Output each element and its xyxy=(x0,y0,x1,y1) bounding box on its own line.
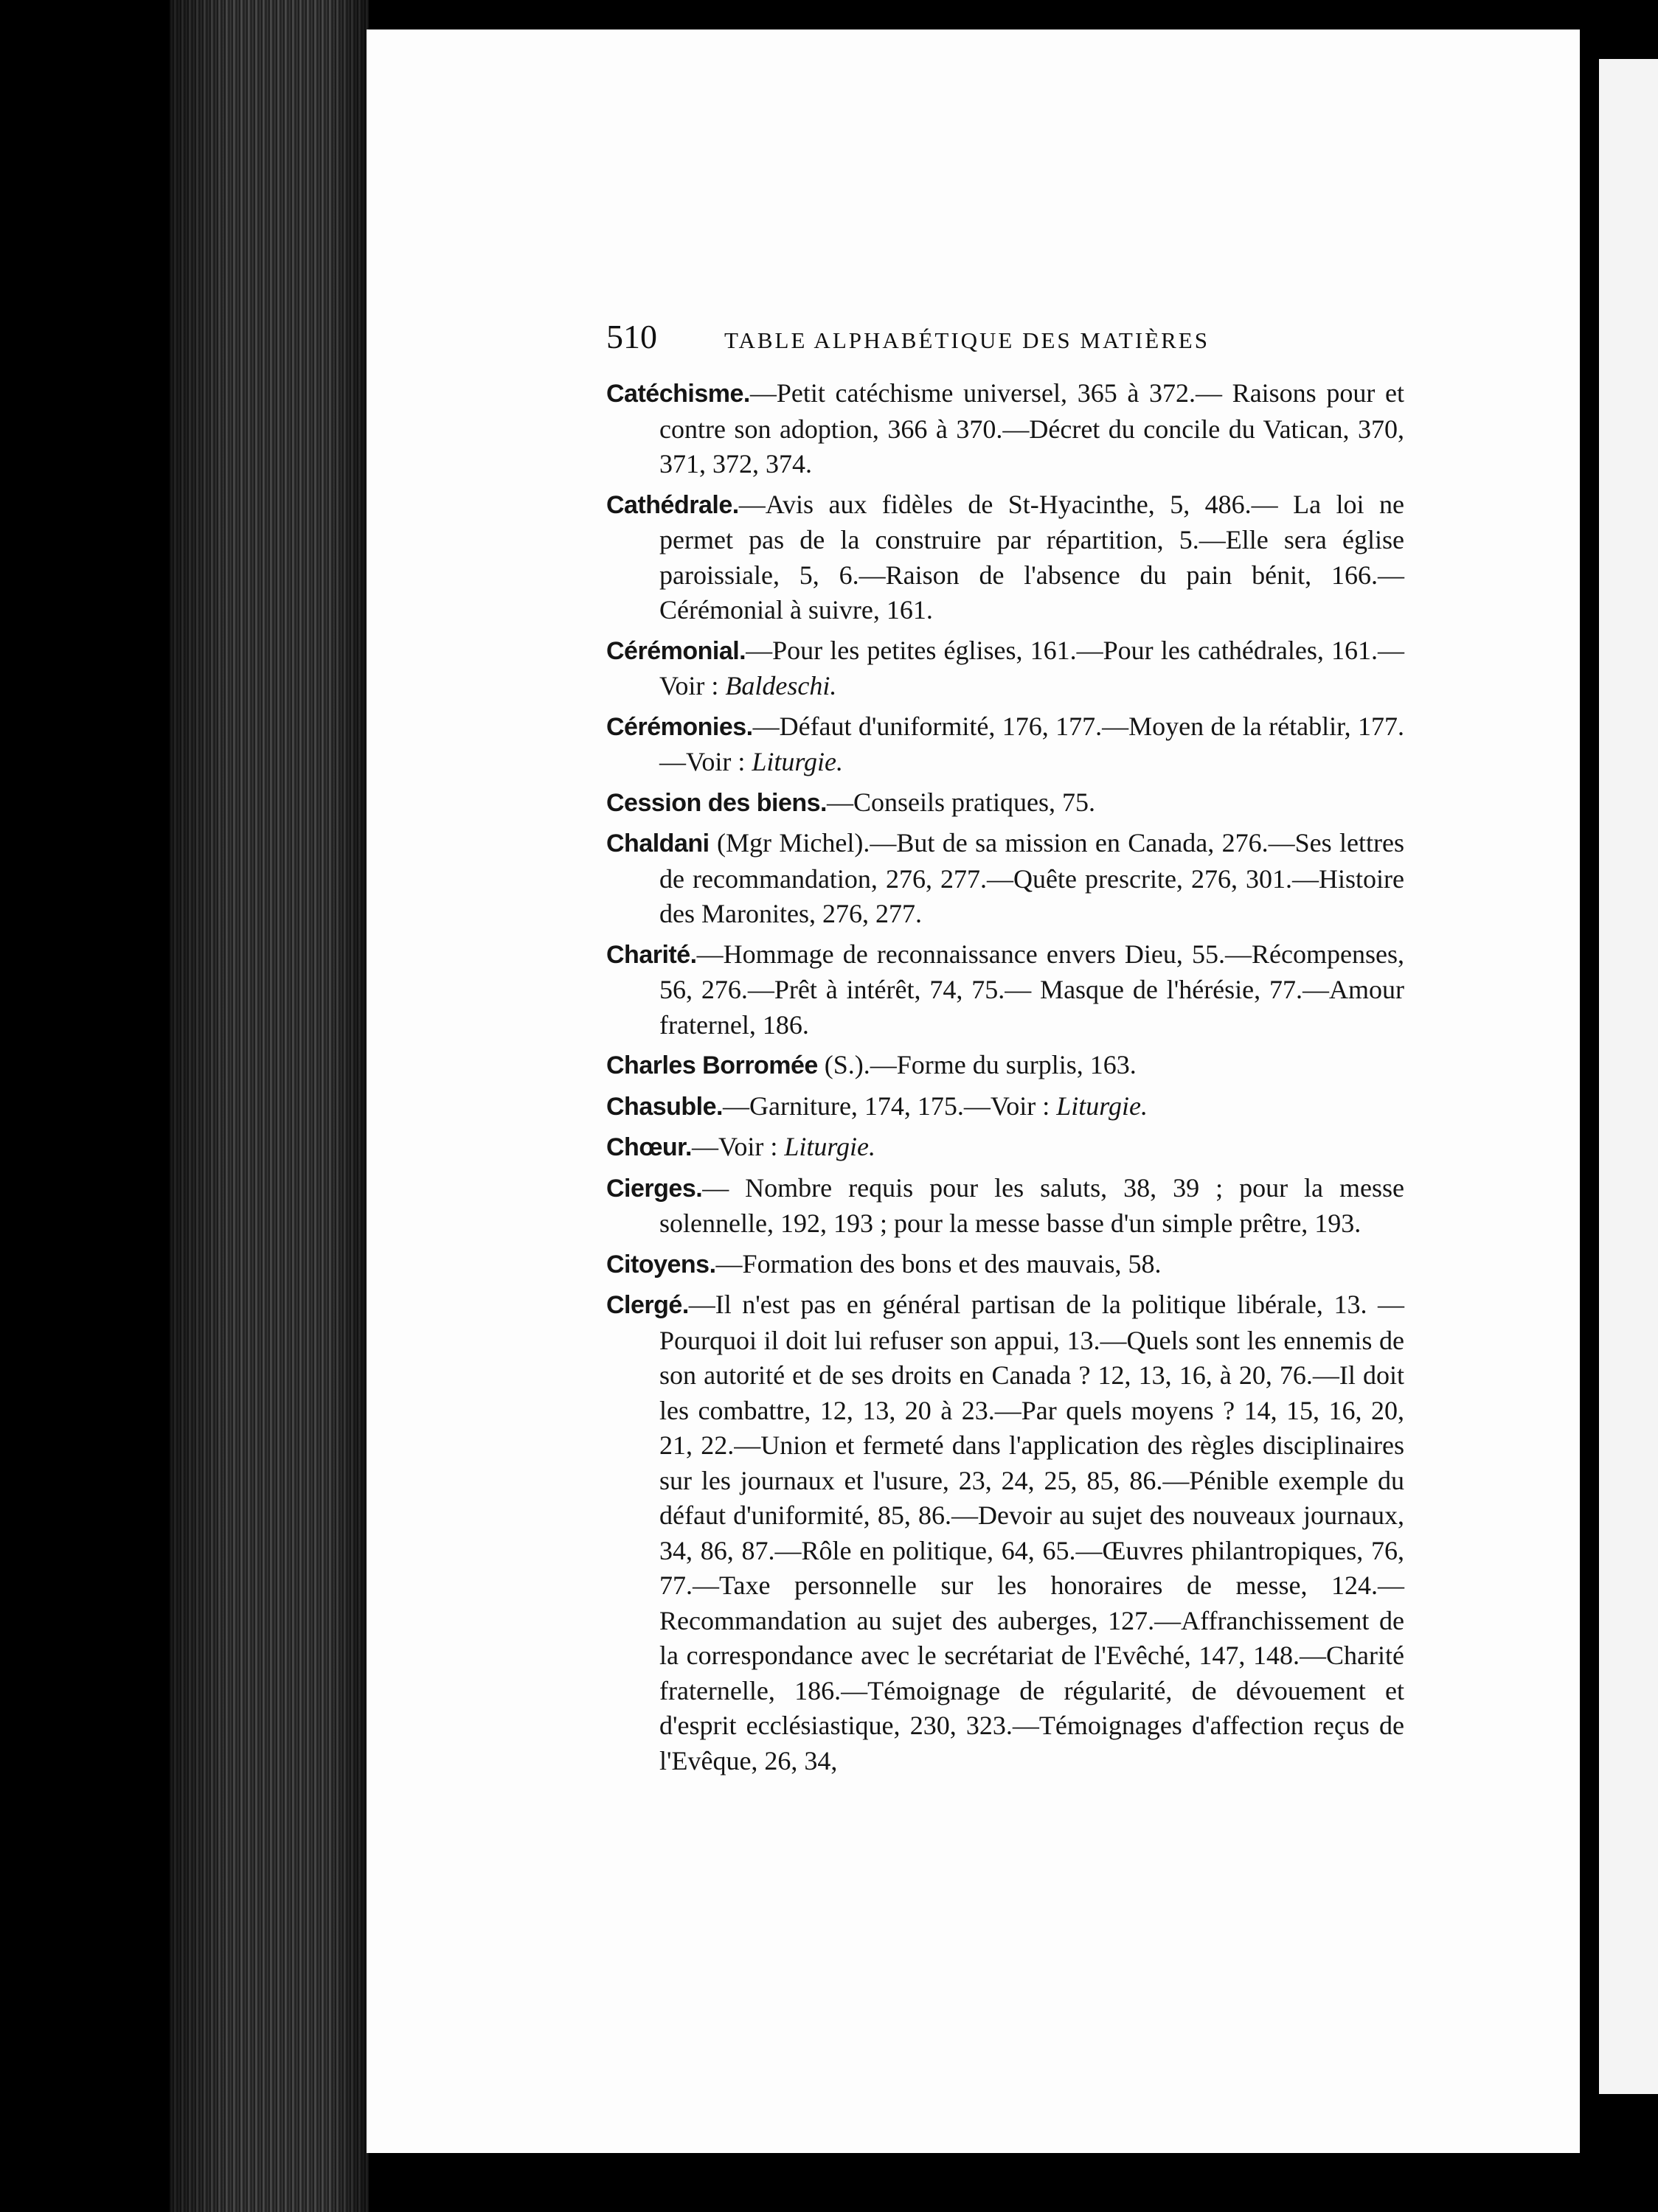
entry-text: —Il n'est pas en général partisan de la politique libérale, 13. —Pourquoi il doit lui refuser son appui, 13.—Quels sont les ennemis de son autorité et de ses droits en Canada ? 12, 13, 16, à 20, 76.—Il doit les combattre, 12, 13, 20 à 23.—Par quels moyens ? 14, 15, 16, 20, 21, 22.—Union et fermeté dans l'application des règles disciplinaires sur les journaux et l'usure, 23, 24, 25, 85, 86.—Pénible exemple du défaut d'uniformité, 85, 86.—Devoir au sujet des nouveaux journaux, 34, 86, 87.—Rôle en politique, 64, 65.—Œuvres philantropiques, 76, 77.—Taxe personnelle sur les honoraires de messe, 124.—Recommandation au sujet des auberges, 127.—Affranchissement de la correspondance avec le secrétariat de l'Evêché, 147, 148.—Charité fraternelle, 186.—Témoignage de régularité, de dévouement et d'esprit ecclésiastique, 230, 323.—Témoignages d'affection reçus de l'Evêque, 26, 34, xyxy=(659,1290,1404,1775)
index-entry xyxy=(606,633,1404,704)
entry-text: (S.).—Forme du surplis, 163. xyxy=(817,1050,1137,1079)
entry-term: Citoyens. xyxy=(606,1250,716,1279)
entry-text: —Petit catéchisme universel, 365 à 372.— Raisons pour et contre son adoption, 366 à 370.—Décret du concile du Vatican, 370, 371, 372, 374. xyxy=(659,378,1404,479)
entry-reference: Liturgie. xyxy=(1056,1091,1148,1121)
entry-term: Charité. xyxy=(606,940,697,969)
entry-term: Cession des biens. xyxy=(606,788,827,817)
index-entry xyxy=(606,1247,1404,1283)
entry-term: Cathédrale. xyxy=(606,490,739,519)
index-entry xyxy=(606,1048,1404,1084)
entry-text: —Pour les petites églises, 161.—Pour les cathédrales, 161.—Voir : xyxy=(659,635,1404,700)
entry-text: —Avis aux fidèles de St-Hyacinthe, 5, 486.— La loi ne permet pas de la construire par répartition, 5.—Elle sera église paroissiale, 5, 6.—Raison de l'absence du pain bénit, 166.—Cérémonial à suivre, 161. xyxy=(659,489,1404,625)
index-entry xyxy=(606,376,1404,482)
entry-text: —Garniture, 174, 175.—Voir : xyxy=(722,1091,1057,1121)
entry-text: — Nombre requis pour les saluts, 38, 39 ; pour la messe solennelle, 192, 193 ; pour la messe basse d'un simple prêtre, 193. xyxy=(659,1172,1404,1238)
entry-term: Catéchisme. xyxy=(606,380,750,408)
index-entry xyxy=(606,1171,1404,1242)
entry-reference: Baldeschi. xyxy=(725,671,837,700)
facing-page-edge xyxy=(1599,59,1658,2094)
index-entry xyxy=(606,1130,1404,1166)
running-head: TABLE ALPHABÉTIQUE DES MATIÈRES xyxy=(724,327,1210,353)
entry-term: Chasuble. xyxy=(606,1092,723,1121)
book-edge-shadow xyxy=(170,0,369,2212)
entry-term: Chœur. xyxy=(606,1133,692,1161)
page-number: 510 xyxy=(606,318,657,355)
page-header xyxy=(606,317,1270,361)
entry-text: (Mgr Michel).—But de sa mission en Canada, 276.—Ses lettres de recommandation, 276, 277.—Quête prescrite, 276, 301.—Histoire des Maronites, 276, 277. xyxy=(659,828,1404,928)
entry-term: Chaldani xyxy=(606,830,710,858)
entry-text: —Conseils pratiques, 75. xyxy=(827,787,1095,817)
index-entry xyxy=(606,709,1404,780)
entry-term: Clergé. xyxy=(606,1291,689,1319)
entry-reference: Liturgie. xyxy=(784,1132,876,1161)
index-entry xyxy=(606,937,1404,1043)
index-entry xyxy=(606,487,1404,628)
index-entry xyxy=(606,785,1404,821)
entry-text: —Hommage de reconnaissance envers Dieu, 55.—Récompenses, 56, 276.—Prêt à intérêt, 74, 75.— Masque de l'hérésie, 77.—Amour fraternel, 186. xyxy=(659,939,1404,1040)
index-entry xyxy=(606,826,1404,932)
entry-term: Cérémonies. xyxy=(606,712,753,741)
index-entries xyxy=(606,376,1404,1784)
index-entry xyxy=(606,1089,1404,1125)
entry-text: —Voir : xyxy=(691,1132,785,1161)
index-entry xyxy=(606,1287,1404,1778)
entry-reference: Liturgie. xyxy=(752,747,844,776)
entry-term: Cérémonial. xyxy=(606,636,746,665)
entry-text: —Défaut d'uniformité, 176, 177.—Moyen de la rétablir, 177.—Voir : xyxy=(659,711,1404,776)
entry-term: Cierges. xyxy=(606,1174,703,1203)
entry-text: —Formation des bons et des mauvais, 58. xyxy=(715,1248,1162,1279)
entry-term: Charles Borromée xyxy=(606,1051,818,1079)
